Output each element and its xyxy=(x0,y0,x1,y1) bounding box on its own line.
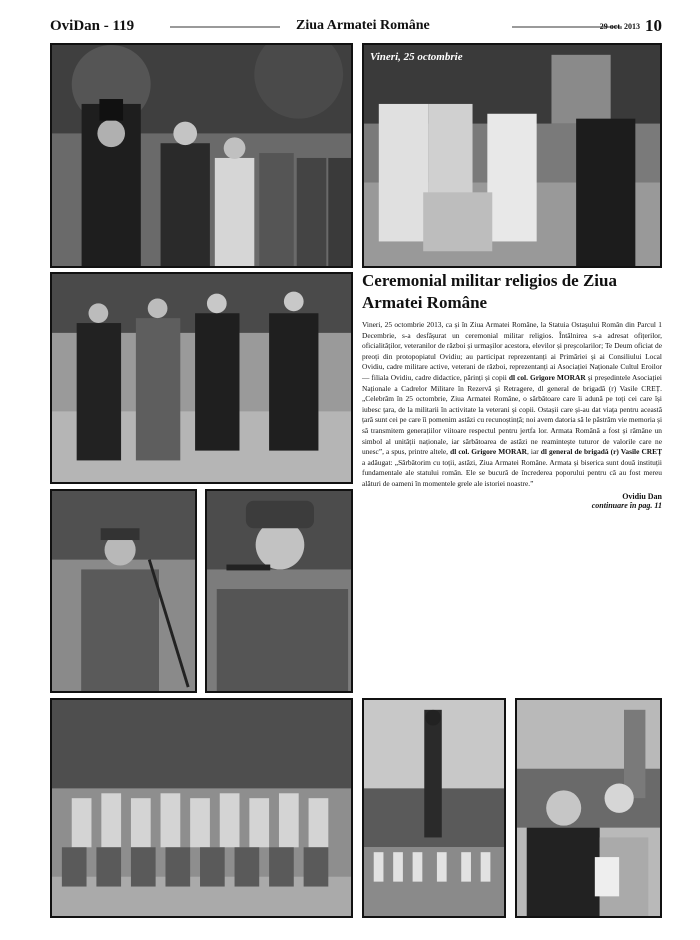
continued-note: continuare în pag. 11 xyxy=(591,500,662,510)
article-body xyxy=(362,320,662,490)
author-signature: Ovidiu Dan xyxy=(622,491,662,501)
paragraph-2: „Celebrăm în 25 octombrie, Ziua Armatei Române, o sărbătoare care îi adună pe toți cei care își iubesc țara, de la militarii în activitate la veterani și copii. Ostașii care și-au dat viața pentru această țară sunt cei pe care îi pomenim astăzi cu recunoștință; noi avem datoria să le păstrăm vie memoria și să transmitem generațiilor viitoare respectul pentru jertfa lor. Armata Română a fost și rămâne un simbol al unității naționale, iar sărbătoarea de astăzi ne reamintește tuturor de valorile care ne unesc”, a spus, printre altele, xyxy=(362,394,662,457)
photo-children-group xyxy=(50,698,353,918)
person-name: dl col. Grigore MORAR xyxy=(450,447,527,457)
article xyxy=(362,270,662,510)
photo-caption: Vineri, 25 octombrie xyxy=(370,51,463,63)
page-header xyxy=(50,14,662,42)
photo-religious-service xyxy=(362,43,662,268)
photo-officials-walking xyxy=(50,272,353,484)
person-name: dl general de brigadă (r) Vasile CREȚ xyxy=(540,447,662,457)
header-rule-left xyxy=(170,26,280,28)
photo-man-with-child xyxy=(515,698,662,918)
section-title: Ziua Armatei Române xyxy=(296,18,430,33)
issue-date: 29 oct. 2013 xyxy=(599,22,640,31)
person-name: dl col. Grigore MORAR xyxy=(508,372,586,382)
paragraph-3: a adăugat: „Sărbătorim cu toții, astăzi, Ziua Armatei Române. Armata și biserica sunt două instituții fundamentale ale statului român. Ele se bucură de încrederea poporului pentru că au fost mereu alături de oameni în momentele grele ale istoriei noastre.” xyxy=(362,457,662,488)
photo-statue-crowd xyxy=(362,698,506,918)
photo-officer-speech-1 xyxy=(50,489,197,693)
paragraph-2-joiner: , iar xyxy=(527,447,539,457)
publication-name: OviDan - 119 xyxy=(50,18,135,34)
photo-officials-ceremony xyxy=(50,43,353,268)
photo-officer-speech-2 xyxy=(205,489,353,693)
page-number: 10 xyxy=(645,16,662,35)
article-headline: Ceremonial militar religios de Ziua Armatei Române xyxy=(362,271,617,312)
paragraph-1: Vineri, 25 octombrie 2013, ca și în Ziua Armatei Române, la Statuia Ostașului Român din Parcul 1 Decembrie, s-a desfășurat un ceremonial militar religios. Întâlnirea s-a adresat ofițerilor, oficialităților, veteranilor de război și urmașilor acestora, elevilor și preșcolarilor; Te Deum oficiat de preoți din protopopiatul Ovidiu; au participat reprezentanți ai Primăriei și ai Consiliului Local Ovidiu, cadre militare active, veterani de război, reprezentanți ai Asociației Naționale Cultul Eroilor — filiala Ovidiu, cadre didactice, părinți și copii xyxy=(362,320,662,382)
paragraph-1-end: și președintele Asociației Naționale a Cadrelor Militare în Rezervă și Retragere, dl general de brigadă (r) Vasile CREȚ. xyxy=(362,372,662,393)
